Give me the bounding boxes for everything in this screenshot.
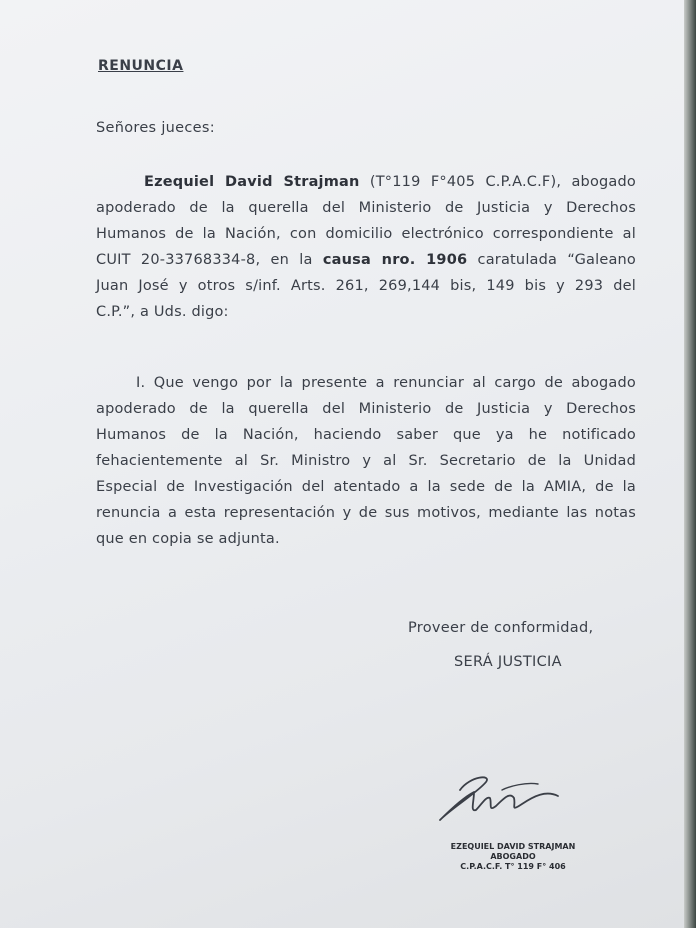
- paragraph-resignation-line: Especial de Investigación del atentado a la sede de la AMIA, de la: [96, 479, 636, 495]
- handwritten-signature: [430, 768, 570, 828]
- lawyer-name: Ezequiel David Strajman: [144, 174, 360, 190]
- paragraph-resignation-line: que en copia se adjunta.: [96, 531, 280, 547]
- paragraph-intro-line: Humanos de la Nación, con domicilio electrónico correspondiente al: [96, 226, 636, 242]
- stamp-role: ABOGADO: [490, 852, 536, 861]
- paragraph-intro-line: apoderado de la querella del Ministerio de Justicia y Derechos: [96, 200, 636, 216]
- lawyer-stamp: [418, 842, 608, 872]
- closing-phrase: Proveer de conformidad,: [408, 620, 594, 636]
- page-edge-shadow: [684, 0, 696, 928]
- stamp-registry: C.P.A.C.F. T° 119 F° 406: [460, 862, 566, 871]
- paragraph-resignation-line: apoderado de la querella del Ministerio de Justicia y Derechos: [96, 401, 636, 417]
- paragraph-resignation-line: renuncia a esta representación y de sus motivos, mediante las notas: [96, 505, 636, 521]
- paragraph-resignation-line: Humanos de la Nación, haciendo saber que ya he notificado: [96, 427, 636, 443]
- paragraph-intro-line: CUIT 20-33768334-8, en la causa nro. 1906 caratulada “Galeano: [96, 252, 636, 268]
- paragraph-resignation-line: fehacientemente al Sr. Ministro y al Sr. Secretario de la Unidad: [96, 453, 636, 469]
- paragraph-resignation-line: I. Que vengo por la presente a renunciar al cargo de abogado: [136, 375, 636, 391]
- document-title: RENUNCIA: [98, 58, 184, 74]
- paragraph-intro-line: C.P.”, a Uds. digo:: [96, 304, 229, 320]
- paragraph-intro-line: Juan José y otros s/inf. Arts. 261, 269,144 bis, 149 bis y 293 del: [96, 278, 636, 294]
- paragraph-intro: [96, 169, 636, 325]
- paragraph-resignation: [96, 370, 636, 552]
- case-number: causa nro. 1906: [322, 252, 468, 268]
- paragraph-intro-line: Ezequiel David Strajman (T°119 F°405 C.P.A.C.F), abogado: [144, 174, 636, 190]
- justice-phrase: SERÁ JUSTICIA: [454, 654, 562, 670]
- salutation: Señores jueces:: [96, 120, 215, 136]
- stamp-name: EZEQUIEL DAVID STRAJMAN: [450, 842, 576, 851]
